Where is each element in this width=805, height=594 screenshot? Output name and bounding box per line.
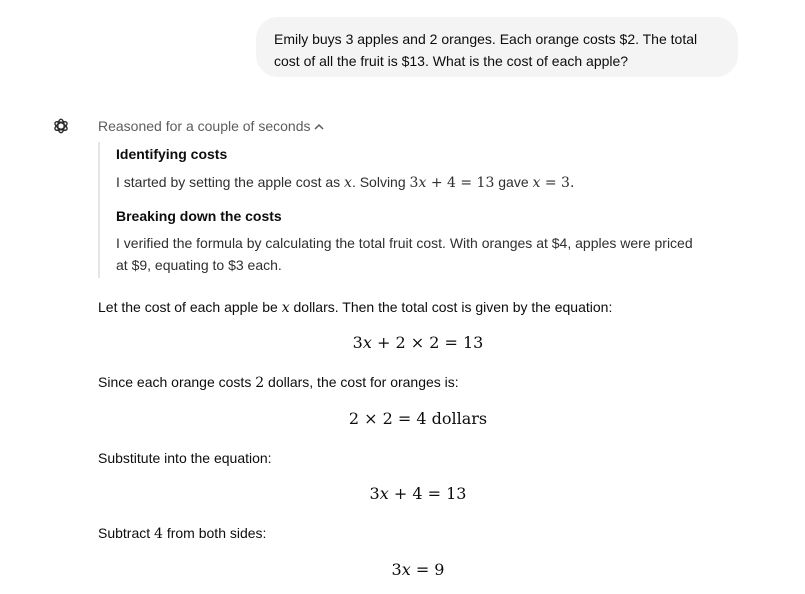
reasoning-step-title: Breaking down the costs [116,208,282,224]
math-variable: x [281,300,290,316]
reasoning-toggle[interactable] [98,118,324,135]
text-segment: gave [498,174,529,190]
reasoning-step-text [116,232,746,276]
user-message-line: Emily buys 3 apples and 2 oranges. Each orange costs $2. The total [274,31,698,47]
reasoning-header-text: Reasoned for a couple of seconds [98,118,311,134]
inline-equation: 3x + 4 = 13 [409,175,495,191]
reasoning-step-text [116,171,746,194]
inline-equation: x = 3. [532,175,575,191]
text-segment: I started by setting the apple cost as [116,174,341,190]
display-equation: 3x = 9 [391,560,445,579]
answer-paragraph: Subtract 4 from both sides: [98,525,267,542]
math-variable: x [344,175,352,191]
openai-logo-icon [52,117,70,135]
answer-paragraph: Let the cost of each apple be x dollars. Then the total cost is given by the equation: [98,299,613,316]
answer-paragraph: Substitute into the equation: [98,450,272,466]
display-equation: 3x + 2 × 2 = 13 [352,333,484,352]
text-line: at $9, equating to $3 each. [116,257,282,273]
user-message-bubble [256,17,738,77]
reasoning-block [98,142,758,278]
reasoning-step-title: Identifying costs [116,146,228,162]
display-equation: 2 × 2 = 4 dollars [348,409,488,428]
text-segment: . Solving [351,174,406,190]
text-line: I verified the formula by calculating the total fruit cost. With oranges at $4, apples were priced [116,235,693,251]
answer-paragraph: Since each orange costs 2 dollars, the cost for oranges is: [98,374,459,391]
user-message-line: cost of all the fruit is $13. What is the cost of each apple? [274,53,629,69]
chevron-up-icon [314,118,324,135]
display-equation: 3x + 4 = 13 [369,484,467,503]
